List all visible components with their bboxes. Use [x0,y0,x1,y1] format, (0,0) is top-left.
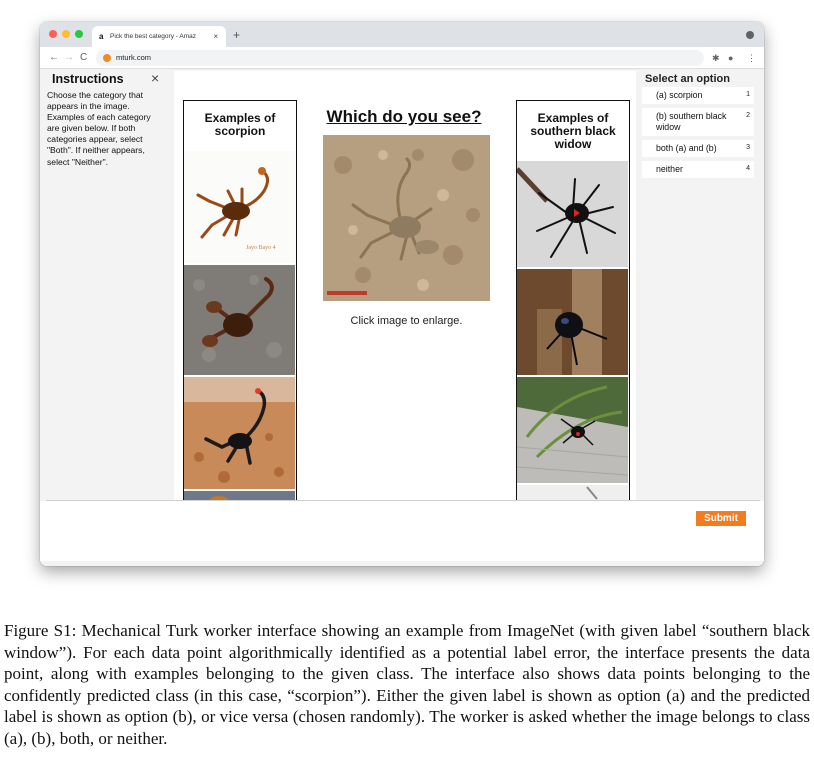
page-content [40,69,764,566]
black-widow-example-image-1 [517,161,628,267]
task-panel [174,71,636,501]
black-widow-example-image-2 [517,269,628,375]
black-widow-examples-title: Examples of southern black widow [530,111,616,151]
question-heading: Which do you see? [326,107,482,126]
option-key: 3 [746,144,750,151]
maximize-window-button[interactable] [75,30,83,38]
figure-caption: Figure S1: Mechanical Turk worker interface showing an example from ImageNet (with given label “southern black window”). For each data point algorithmically identified as a potential label error, the interface presents the data point, along with examples belonging to the given class. The interface also shows data points belonging to the confidently predicted class (in this case, “scorpion”). Either the given label is shown as option (a) and the predicted label is shown as option (b), or vice versa (chosen randomly). The worker is asked whether the image belongs to class (a), (b), both, or neither. [4,621,810,748]
close-tab-icon[interactable]: × [213,32,218,41]
option-label: neither [656,164,683,174]
minimize-window-button[interactable] [62,30,70,38]
option-a-scorpion[interactable] [642,87,754,104]
scorpion-example-image-2 [184,265,295,375]
tab-strip [40,22,764,47]
black-widow-example-image-3 [517,377,628,483]
menu-icon[interactable]: ⋮ [747,53,756,63]
page-footer [40,501,764,561]
svg-text:Jayo Bayo 4: Jayo Bayo 4 [246,245,276,251]
option-both[interactable] [642,140,754,157]
option-label: (a) scorpion [656,90,703,100]
instructions-title: Instructions [52,72,124,86]
new-tab-button[interactable]: + [233,28,241,42]
back-arrow-icon[interactable]: ← [49,52,59,63]
instructions-text: Choose the category that appears in the image. Examples of each category are given below. If both categories appear, select "Both". If neither appears, select "Neither". [47,90,151,167]
option-label: (b) southern black widow [656,111,727,132]
forward-arrow-icon[interactable]: → [64,52,74,63]
scorpion-examples-title: Examples of scorpion [204,111,276,138]
option-b-southern-black-widow[interactable] [642,108,754,136]
option-key: 1 [746,91,750,98]
scorpion-example-image-3 [184,377,295,489]
amazon-icon: a [99,32,104,41]
browser-toolbar [40,47,764,69]
options-title: Select an option [645,73,730,85]
scorpion-examples-column [183,100,297,501]
profile-indicator-icon[interactable] [746,31,754,39]
reload-icon[interactable]: C [80,52,88,63]
browser-tab[interactable] [92,26,226,47]
option-key: 2 [746,112,750,119]
puzzle-icon[interactable]: ✱ [712,53,720,63]
scorpion-example-image-1 [184,151,295,263]
mturk-site-icon [103,54,111,62]
close-window-button[interactable] [49,30,57,38]
person-icon[interactable]: ● [728,53,734,63]
option-label: both (a) and (b) [656,143,717,153]
query-image[interactable] [323,135,490,301]
option-neither[interactable] [642,161,754,178]
instructions-panel [46,70,164,167]
submit-button[interactable]: Submit [696,511,746,526]
black-widow-examples-column [516,100,630,501]
address-bar[interactable] [96,50,704,66]
close-icon[interactable]: × [151,70,160,86]
black-widow-example-image-4 [517,485,628,501]
option-key: 4 [746,165,750,172]
browser-window [40,22,764,566]
url-text: mturk.com [116,53,152,62]
enlarge-hint: Click image to enlarge. [350,315,463,327]
options-panel [642,71,754,182]
tab-title: Pick the best category - Amaz [110,33,196,40]
